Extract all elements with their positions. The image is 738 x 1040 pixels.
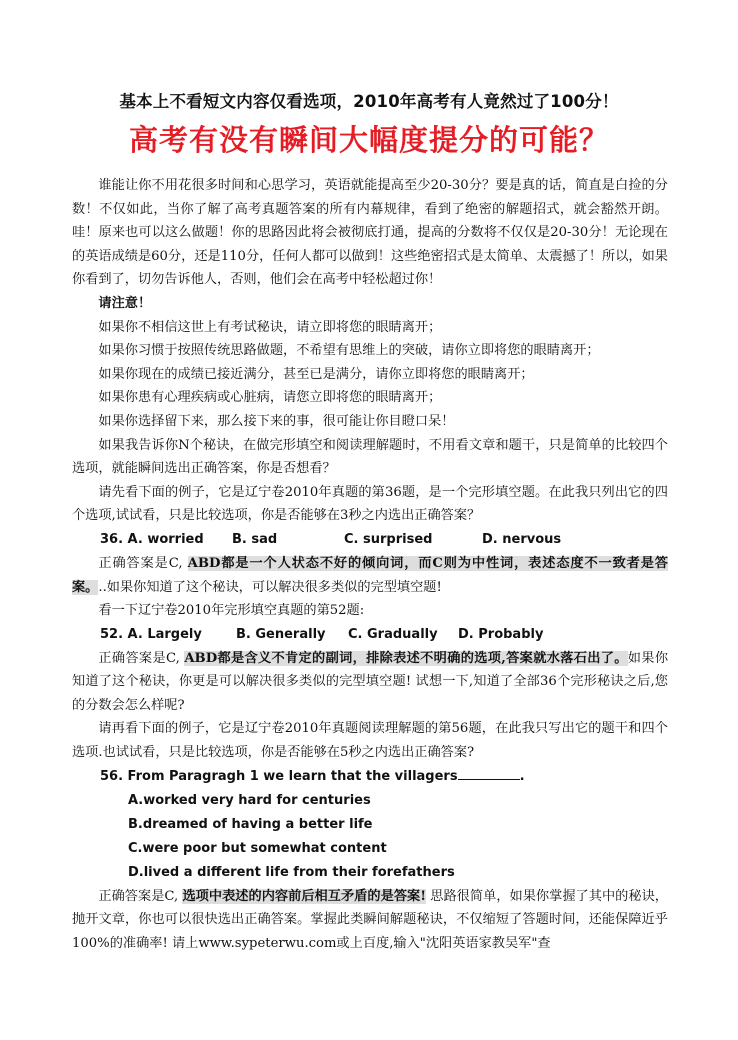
page-title: 高考有没有瞬间大幅度提分的可能？ bbox=[128, 123, 609, 157]
example2-options bbox=[72, 623, 668, 647]
article-body bbox=[72, 174, 668, 955]
answer-highlight: ABD都是含义不肯定的副词，排除表述不明确的选项,答案就水落石出了。 bbox=[184, 650, 628, 666]
example1-lead: 请先看下面的例子，它是辽宁卷2010年真题的第36题，是一个完形填空题。在此我只列出它的四个选项,试试看，只是比较选项，你是否能够在3秒之内选出正确答案？ bbox=[72, 484, 668, 524]
example2-answer bbox=[72, 647, 668, 718]
answer-highlight: 选项中表述的内容前后相互矛盾的是答案! bbox=[182, 888, 427, 904]
example2-lead: 看一下辽宁卷2010年完形填空真题的第52题: bbox=[98, 603, 365, 619]
page-subtitle: 基本上不看短文内容仅看选项，2010年高考有人竟然过了100分！ bbox=[119, 92, 619, 111]
notice-line: 如果你选择留下来，那么接下来的事，很可能让你目瞪口呆！ bbox=[98, 413, 455, 429]
option-a: A.worked very hard for centuries bbox=[128, 792, 371, 808]
notice-line: 如果你患有心理疾病或心脏病，请您立即将您的眼睛离开； bbox=[98, 390, 442, 406]
example3-stem bbox=[72, 765, 668, 789]
answer-tail: 思路很简单，如果你掌握了其中的秘诀，抛开文章，你也可以很快选出正确答案。掌握此类瞬间解题秘诀，不仅缩短了答题时间，还能保障近乎100%的准确率! 请上www.sypeterwu.com或上百度,输入"沈阳英语家教吴军"查 bbox=[72, 888, 668, 951]
answer-prefix: 正确答案是C, bbox=[98, 888, 179, 904]
option-c: C.were poor but somewhat content bbox=[128, 840, 387, 856]
question-stem: 56. From Paragragh 1 we learn that the villagers bbox=[100, 768, 458, 784]
notice-line: 如果你现在的成绩已接近满分，甚至已是满分，请你立即将您的眼睛离开； bbox=[98, 366, 534, 382]
question-stem-end: . bbox=[519, 768, 525, 784]
notice-heading: 请注意！ bbox=[98, 295, 152, 311]
answer-tail: ..如果你知道了这个秘诀，可以解决很多类似的完型填空题! bbox=[98, 579, 442, 595]
option-c: C. Gradually bbox=[348, 626, 438, 642]
option-d: D.lived a different life from their forefathers bbox=[128, 864, 455, 880]
option-d: D. Probably bbox=[458, 626, 544, 642]
answer-prefix: 正确答案是C, bbox=[98, 650, 180, 666]
answer-blank bbox=[458, 767, 520, 780]
option-c: C. surprised bbox=[344, 531, 433, 547]
example3-lead: 请再看下面的例子，它是辽宁卷2010年真题阅读理解题的第56题，在此我只写出它的题干和四个选项.也试试看，只是比较选项，你是否能够在5秒之内选出正确答案? bbox=[72, 721, 668, 761]
option-b: B.dreamed of having a better life bbox=[128, 816, 373, 832]
answer-highlight: ABD都是一个人状态不好的倾向词，而C则为中性词，表述态度不一致者是答案。 bbox=[72, 555, 668, 595]
answer-prefix: 正确答案是C, bbox=[98, 555, 183, 571]
secret-intro-paragraph: 如果我告诉你N个秘诀，在做完形填空和阅读理解题时，不用看文章和题干，只是简单的比较四个选项，就能瞬间选出正确答案，你是否想看？ bbox=[72, 437, 668, 477]
option-a: 52. A. Largely bbox=[100, 626, 202, 642]
example1-options bbox=[72, 528, 668, 552]
option-b: B. sad bbox=[232, 531, 278, 547]
intro-paragraph: 谁能让你不用花很多时间和心思学习，英语就能提高至少20-30分？要是真的话，简直是白捡的分数！不仅如此，当你了解了高考真题答案的所有内幕规律，看到了绝密的解题招式，就会豁然开朗。哇！原来也可以这么做题！你的思路因此将会被彻底打通，提高的分数将不仅仅是20-30分！无论现在的英语成绩是60分，还是110分，任何人都可以做到！这些绝密招式是太简单、太震撼了！所以，如果你看到了，切勿告诉他人，否则，他们会在高考中轻松超过你！ bbox=[72, 178, 668, 288]
notice-line: 如果你习惯于按照传统思路做题，不希望有思维上的突破，请你立即将您的眼睛离开； bbox=[98, 343, 600, 359]
option-d: D. nervous bbox=[482, 531, 562, 547]
option-a: 36. A. worried bbox=[100, 531, 204, 547]
example3-answer bbox=[72, 885, 668, 956]
example1-answer bbox=[72, 552, 668, 599]
answer-tail: 如果你知道了这个秘诀，你更是可以解决很多类似的完型填空题! 试想一下,知道了全部36个完形秘诀之后,您的分数会怎么样呢? bbox=[72, 650, 669, 713]
option-b: B. Generally bbox=[236, 626, 326, 642]
notice-line: 如果你不相信这世上有考试秘诀，请立即将您的眼睛离开； bbox=[98, 319, 442, 335]
